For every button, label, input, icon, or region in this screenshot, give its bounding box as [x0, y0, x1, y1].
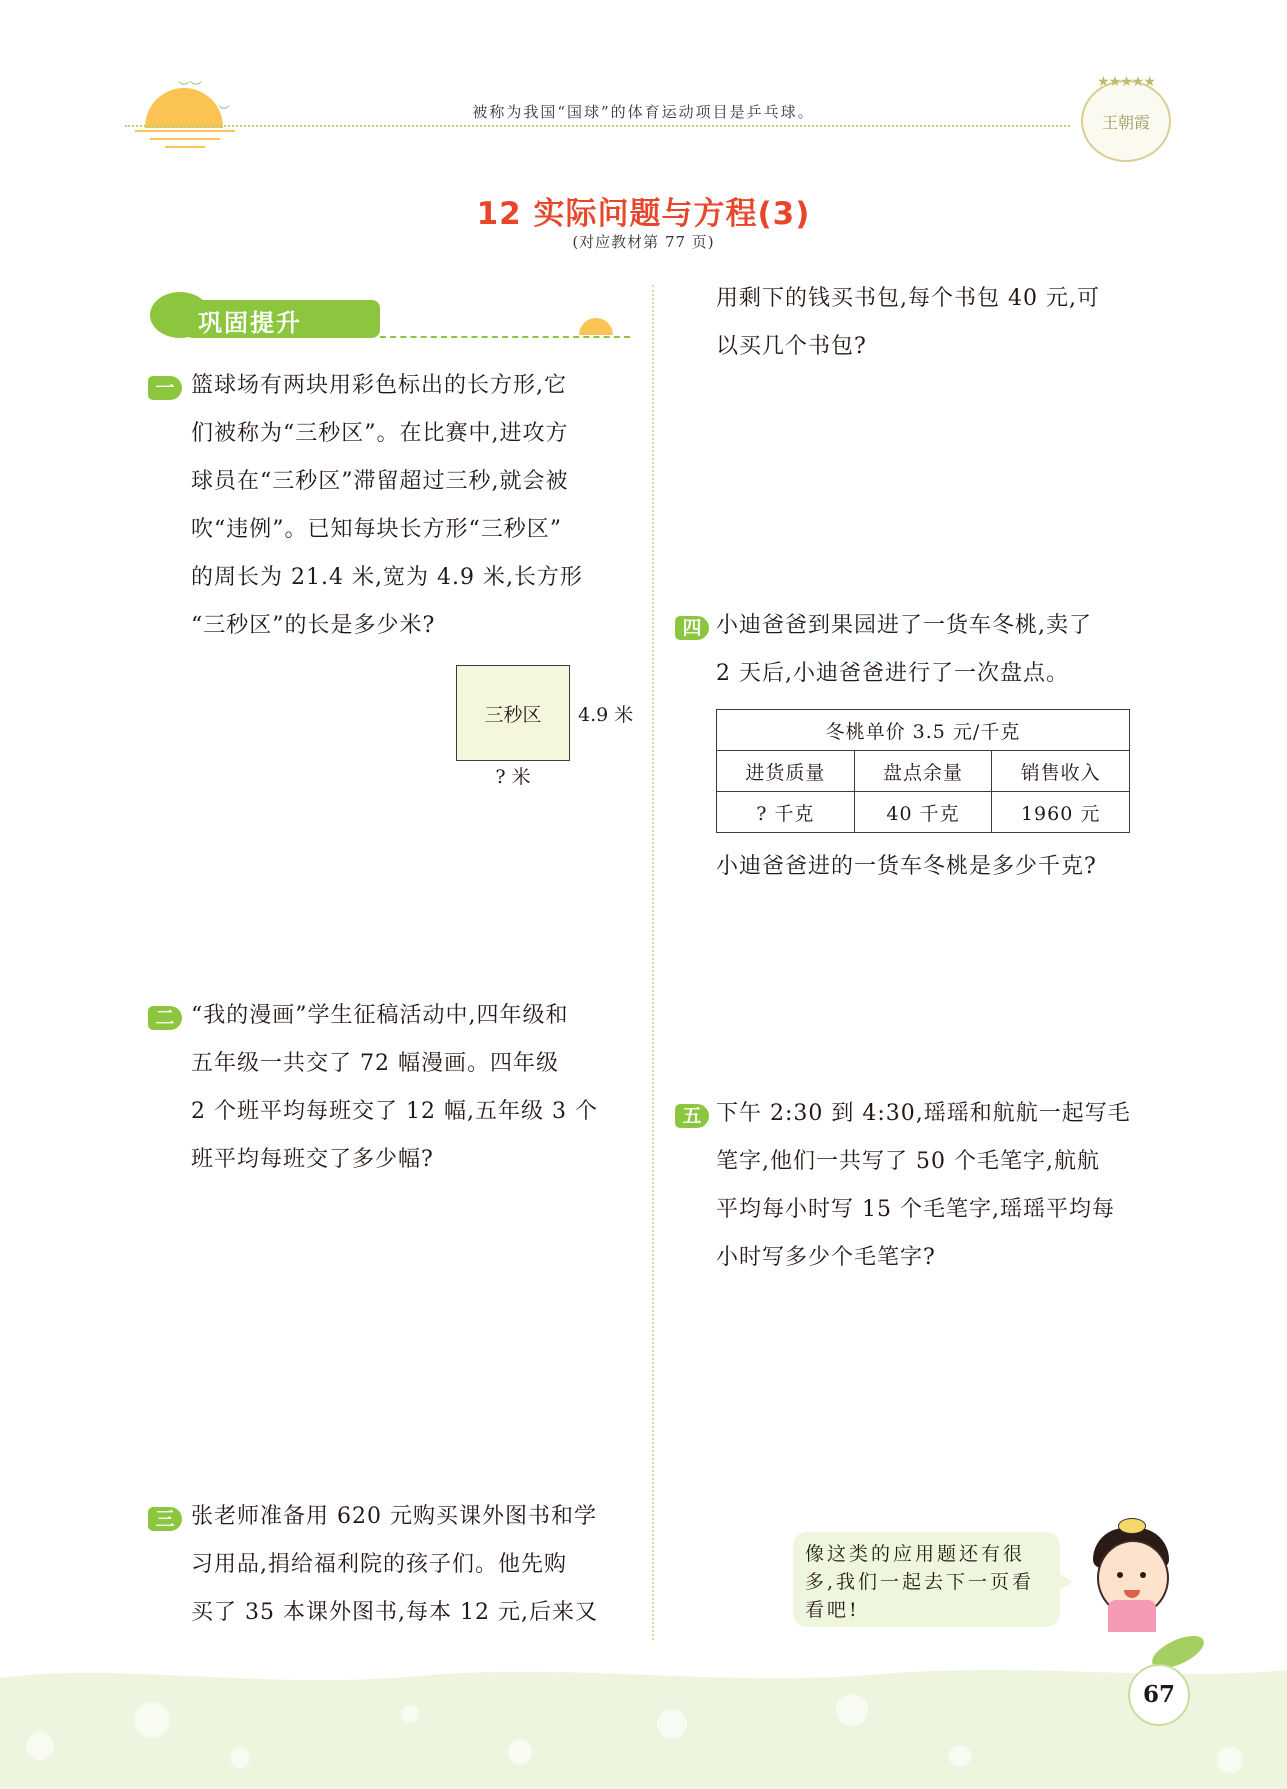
table-cell: 1960 元 [992, 792, 1130, 833]
bubble-dot [657, 1709, 687, 1739]
question-badge: 五 [675, 1104, 709, 1128]
bubble-tail [1058, 1572, 1072, 1592]
sun-reflection-line [150, 138, 220, 140]
question-badge: 三 [148, 1507, 182, 1531]
table-caption: 冬桃单价 3.5 元/千克 [717, 710, 1130, 751]
bird-icon: ︶ [218, 104, 231, 118]
text-line: 吹“违例”。已知每块长方形“三秒区” [191, 517, 562, 542]
header-dotted-line [125, 125, 1070, 127]
girl-eye [1140, 1572, 1146, 1578]
text-line: 球员在“三秒区”滞留超过三秒,就会被 [191, 469, 569, 494]
bubble-dot [508, 1740, 532, 1764]
bird-icon: ︶︶ [178, 80, 203, 94]
text-line: 下午 2:30 到 4:30,瑶瑶和航航一起写毛 [716, 1101, 1131, 1126]
bow-icon [1118, 1518, 1146, 1534]
question-3-continued [716, 275, 1156, 371]
text-line: 以买几个书包? [716, 334, 867, 359]
column-divider [652, 285, 654, 1640]
text-line: 的周长为 21.4 米,宽为 4.9 米,长方形 [191, 565, 583, 590]
text-line: 2 天后,小迪爸爸进行了一次盘点。 [716, 661, 1069, 686]
text-line: 小迪爸爸到果园进了一货车冬桃,卖了 [716, 613, 1092, 638]
question-2-text [191, 992, 631, 1184]
length-label: ? 米 [495, 766, 531, 788]
logo-stars: ★★★★★ [1097, 74, 1155, 90]
text-line: 篮球场有两块用彩色标出的长方形,它 [191, 373, 567, 398]
width-label: 4.9 米 [578, 704, 634, 726]
text-line: 习用品,捐给福利院的孩子们。他先购 [191, 1552, 567, 1577]
text-line: 班平均每班交了多少幅? [191, 1147, 434, 1172]
text-line: 小时写多少个毛笔字? [716, 1245, 936, 1270]
question-badge: 一 [148, 376, 182, 400]
footer-wave [0, 1660, 1287, 1789]
question-badge: 四 [675, 616, 709, 640]
text-line: 平均每小时写 15 个毛笔字,瑶瑶平均每 [716, 1197, 1115, 1222]
price-table [716, 709, 1130, 833]
header-tagline: 被称为我国“国球”的体育运动项目是乒乓球。 [472, 103, 815, 121]
table-cell: 40 千克 [854, 792, 992, 833]
rectangle-label: 三秒区 [484, 704, 542, 726]
text-line: 2 个班平均每班交了 12 幅,五年级 3 个 [191, 1099, 598, 1124]
bubble-dot [1217, 1747, 1243, 1773]
speech-text: 像这类的应用题还有很多,我们一起去下一页看看吧! [805, 1543, 1035, 1621]
text-line: “我的漫画”学生征稿活动中,四年级和 [191, 1003, 569, 1028]
question-badge: 二 [148, 1006, 182, 1030]
text-line: “三秒区”的长是多少米? [191, 613, 436, 638]
wave-shape [0, 1670, 1287, 1789]
table-header-cell: 销售收入 [992, 751, 1130, 792]
question-5-text [716, 1090, 1160, 1282]
table-header-cell: 盘点余量 [854, 751, 992, 792]
text-line: 五年级一共交了 72 幅漫画。四年级 [191, 1051, 559, 1076]
sun-reflection-line [165, 146, 205, 148]
text-line: 们被称为“三秒区”。在比赛中,进攻方 [191, 421, 569, 446]
section-label: 巩固提升 [198, 309, 302, 337]
bubble-dot [401, 1705, 419, 1723]
text-line: 笔字,他们一共写了 50 个毛笔字,航航 [716, 1149, 1100, 1174]
question-4-question: 小迪爸爸进的一货车冬桃是多少千克? [716, 854, 1097, 879]
sun-reflection-line [135, 130, 235, 132]
text-line: 用剩下的钱买书包,每个书包 40 元,可 [716, 286, 1100, 311]
page-subtitle: (对应教材第 77 页) [572, 233, 715, 251]
question-3-text [191, 1493, 631, 1637]
bubble-dot [134, 1702, 170, 1738]
table-header-cell: 进货质量 [717, 751, 855, 792]
table-cell: ? 千克 [717, 792, 855, 833]
page-number: 67 [1128, 1664, 1190, 1726]
question-1-text [191, 362, 631, 650]
question-4-text [716, 602, 1160, 698]
banner-dashed-line [380, 336, 630, 338]
bubble-dot [836, 1694, 868, 1726]
text-line: 买了 35 本课外图书,每本 12 元,后来又 [191, 1600, 598, 1625]
girl-character-body [1108, 1600, 1156, 1632]
bubble-dot [26, 1732, 54, 1760]
page-title: 12 实际问题与方程(3) [476, 196, 811, 232]
girl-eye [1117, 1572, 1123, 1578]
text-line: 张老师准备用 620 元购买课外图书和学 [191, 1504, 597, 1529]
bubble-dot [949, 1745, 971, 1767]
logo-text: 王朝霞 [1101, 113, 1150, 132]
bubble-dot [230, 1748, 250, 1768]
sun-icon [579, 318, 613, 335]
